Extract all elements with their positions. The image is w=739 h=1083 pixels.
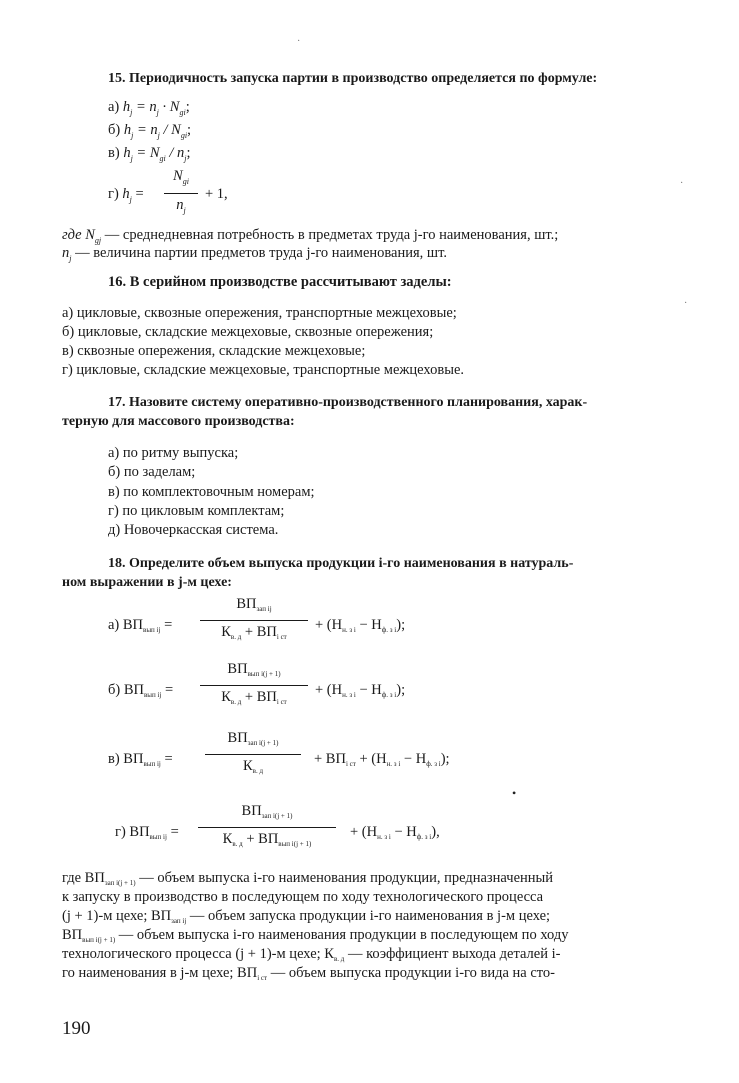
q15-option-d-fraction: $N_{gi}$ $n_j$ xyxy=(164,167,198,220)
q18-option-c-tail: + $ВП_{i ст} + (Н_{н. з i} - Н_{ф. з i})$; xyxy=(314,751,450,768)
q18-title-line-2: ном выражении в j-м цехе: xyxy=(62,575,232,590)
q17-title-line-2: терную для массового производства: xyxy=(62,414,295,429)
q15-option-d-tail: + 1, xyxy=(205,186,228,202)
q18-option-c-lhs: в) $ВП_{вып ij}$ = xyxy=(108,751,173,768)
q18-option-a-tail: + $(Н_{н. з i} - Н_{ф. з i})$; xyxy=(315,617,406,634)
q18-where-line-5: технологического процесса (j + 1)-м цехе; $К_{в. д}$ — коэффициент выхода деталей i- xyxy=(62,946,561,963)
q18-option-a-fraction: $ВП_{зап ij}$ $К_{в. д} + ВП_{i ст}$ xyxy=(200,595,308,646)
q18-option-c-fraction: $ВП_{зап i(j + 1)}$ $К_{в. д}$ xyxy=(205,729,301,780)
q15-where-line-1: где $N_{gj}$ — среднедневная потребность в предметах труда j-го наименования, шт.; xyxy=(62,227,559,245)
q16-option-d: г) цикловые, складские межцеховые, транспортные межцеховые. xyxy=(62,362,465,378)
q18-option-d-lhs: г) $ВП_{вып ij}$ = xyxy=(115,824,179,841)
q16-title: 16. В серийном производстве рассчитывают заделы: xyxy=(108,274,452,290)
q18-where-line-3: (j + 1)-м цехе; $ВП_{зап ij}$ — объем запуска продукции i-го наименования в j-м цехе; xyxy=(62,908,551,925)
page-number: 190 xyxy=(62,1018,91,1039)
q17-title-line-1: 17. Назовите систему оперативно-производственного планирования, харак- xyxy=(108,395,588,410)
q17-option-d: г) по цикловым комплектам; xyxy=(108,503,285,519)
q18-option-d-fraction: $ВП_{зап i(j + 1)}$ $К_{в. д} + ВП_{вып i(j + 1)}$ xyxy=(198,802,336,853)
q15-option-d-lhs: г) $h_j$ = xyxy=(108,186,144,204)
scan-speck: · xyxy=(684,298,688,309)
q17-option-a: а) по ритму выпуска; xyxy=(108,445,239,461)
q16-option-c: в) сквозные опережения, складские межцеховые; xyxy=(62,343,366,359)
scan-speck: · xyxy=(680,178,684,189)
q18-option-d-tail: + $(Н_{н. з i} - Н_{ф. з i})$, xyxy=(350,824,440,841)
scan-speck: • xyxy=(512,786,517,800)
q18-option-a-lhs: а) $ВП_{вып ij}$ = xyxy=(108,617,173,634)
q18-option-b-tail: + $(Н_{н. з i} - Н_{ф. з i})$; xyxy=(315,682,406,699)
q15-option-b: б) $h_j = n_j / N_{gi}$; xyxy=(108,122,192,140)
scan-speck: · xyxy=(297,36,301,47)
q18-option-b-lhs: б) $ВП_{вып ij}$ = xyxy=(108,682,174,699)
q15-option-c: в) $h_j = N_{gi} / n_j$; xyxy=(108,145,191,163)
q15-option-a: а) $h_j = n_j \cdot N_{gi}$; xyxy=(108,99,190,117)
q17-option-c: в) по комплектовочным номерам; xyxy=(108,484,315,500)
q18-title-line-1: 18. Определите объем выпуска продукции i-го наименования в натураль- xyxy=(108,556,574,571)
q17-option-e: д) Новочеркасская система. xyxy=(108,522,279,538)
q15-where-line-2: $n_j$ — величина партии предметов труда j-го наименования, шт. xyxy=(62,245,447,263)
q18-where-line-1: где $ВП_{зап i(j + 1)}$ — объем выпуска i-го наименования продукции, предназначенный xyxy=(62,870,554,887)
q18-where-line-2: к запуску в производство в последующем по ходу технологического процесса xyxy=(62,889,544,905)
q18-where-line-6: го наименования в j-м цехе; $ВП_{i ст}$ — объем выпуска продукции i-го вида на сто- xyxy=(62,965,556,982)
q18-option-b-fraction: $ВП_{вып i(j + 1)}$ $К_{в. д} + ВП_{i ст}$ xyxy=(200,660,308,711)
q15-title: 15. Периодичность запуска партии в производство определяется по формуле: xyxy=(108,71,598,86)
q16-option-b: б) цикловые, складские межцеховые, сквозные опережения; xyxy=(62,324,434,340)
q16-option-a: а) цикловые, сквозные опережения, транспортные межцеховые; xyxy=(62,305,457,321)
q18-where-line-4: $ВП_{вып i(j + 1)}$ — объем выпуска i-го наименования продукции в последующем по ходу xyxy=(62,927,569,944)
q17-option-b: б) по заделам; xyxy=(108,464,196,480)
